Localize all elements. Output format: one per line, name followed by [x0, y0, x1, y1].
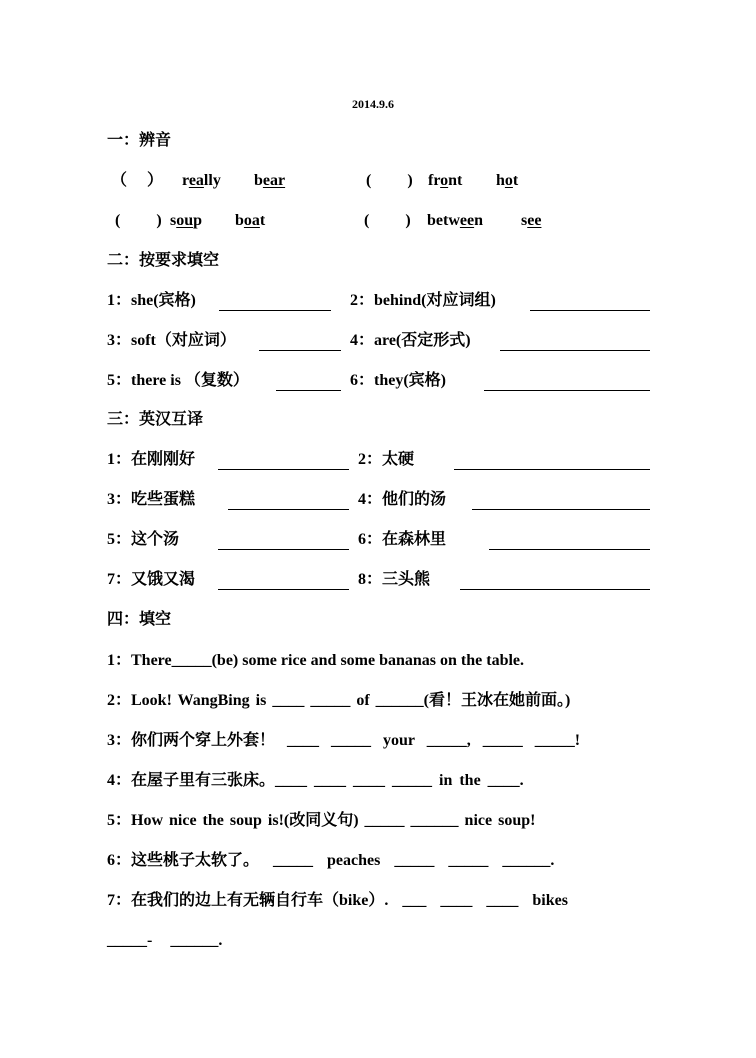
- question-label: 2：太硬: [358, 451, 415, 468]
- word-between: between: [427, 212, 483, 229]
- fill-line: 4：在屋子里有三张床。____ ____ ____ _____ in the ____.: [107, 772, 524, 789]
- question-label: 6：they(宾格): [350, 372, 446, 389]
- answer-blank[interactable]: [472, 509, 650, 510]
- section-1-title: 一：辨音: [107, 132, 172, 149]
- question-label: 3：吃些蛋糕: [107, 491, 196, 508]
- answer-blank[interactable]: [259, 350, 341, 351]
- section-3-title: 三：英汉互译: [107, 411, 204, 428]
- question-label: 3：soft（对应词）: [107, 332, 236, 349]
- word-boat: boat: [235, 212, 266, 229]
- fill-line: 3：你们两个穿上外套！ ____ _____ your _____, _____ _____!: [107, 732, 581, 749]
- section-4-title: 四：填空: [107, 611, 172, 628]
- question-label: 7：又饿又渴: [107, 571, 196, 588]
- section-2-title: 二：按要求填空: [107, 252, 220, 269]
- word-really: really: [182, 172, 221, 189]
- answer-blank[interactable]: [218, 589, 349, 590]
- word-front: front: [428, 172, 463, 189]
- answer-blank[interactable]: [276, 390, 341, 391]
- question-label: 1：she(宾格): [107, 292, 196, 309]
- answer-blank[interactable]: [454, 469, 650, 470]
- answer-blank[interactable]: [460, 589, 650, 590]
- bracket: ( ): [115, 212, 162, 229]
- fill-line: 2：Look! WangBing is ____ _____ of ______(看！王冰在她前面。): [107, 692, 571, 709]
- bracket: ( ): [366, 172, 413, 189]
- question-label: 5：这个汤: [107, 531, 180, 548]
- fill-line: 6：这些桃子太软了。 _____ peaches _____ _____ ______.: [107, 852, 555, 869]
- answer-blank[interactable]: [484, 390, 650, 391]
- question-label: 1：在刚刚好: [107, 451, 196, 468]
- bracket: ( ): [364, 212, 411, 229]
- date: 2014.9.6: [352, 97, 394, 111]
- question-label: 4：他们的汤: [358, 491, 447, 508]
- question-label: 5：there is （复数）: [107, 372, 249, 389]
- question-label: 6：在森林里: [358, 531, 447, 548]
- fill-line: 7：在我们的边上有无辆自行车（bike）. ___ ____ ____ bikes: [107, 892, 568, 909]
- word-bear: bear: [254, 172, 286, 189]
- fill-line: 5：How nice the soup is!(改同义句) _____ ______ nice soup!: [107, 812, 536, 829]
- word-see: see: [521, 212, 542, 229]
- question-label: 4：are(否定形式): [350, 332, 471, 349]
- answer-blank[interactable]: [530, 310, 650, 311]
- fill-line: _____- ______.: [107, 932, 223, 949]
- word-soup: soup: [170, 212, 203, 229]
- answer-blank[interactable]: [500, 350, 650, 351]
- answer-blank[interactable]: [218, 469, 349, 470]
- question-label: 2：behind(对应词组): [350, 292, 496, 309]
- answer-blank[interactable]: [489, 549, 650, 550]
- answer-blank[interactable]: [228, 509, 349, 510]
- answer-blank[interactable]: [218, 549, 349, 550]
- answer-blank[interactable]: [219, 310, 331, 311]
- question-label: 8：三头熊: [358, 571, 431, 588]
- bracket: （ ）: [111, 172, 164, 189]
- word-hot: hot: [496, 172, 519, 189]
- fill-line: 1：There_____(be) some rice and some bananas on the table.: [107, 652, 525, 669]
